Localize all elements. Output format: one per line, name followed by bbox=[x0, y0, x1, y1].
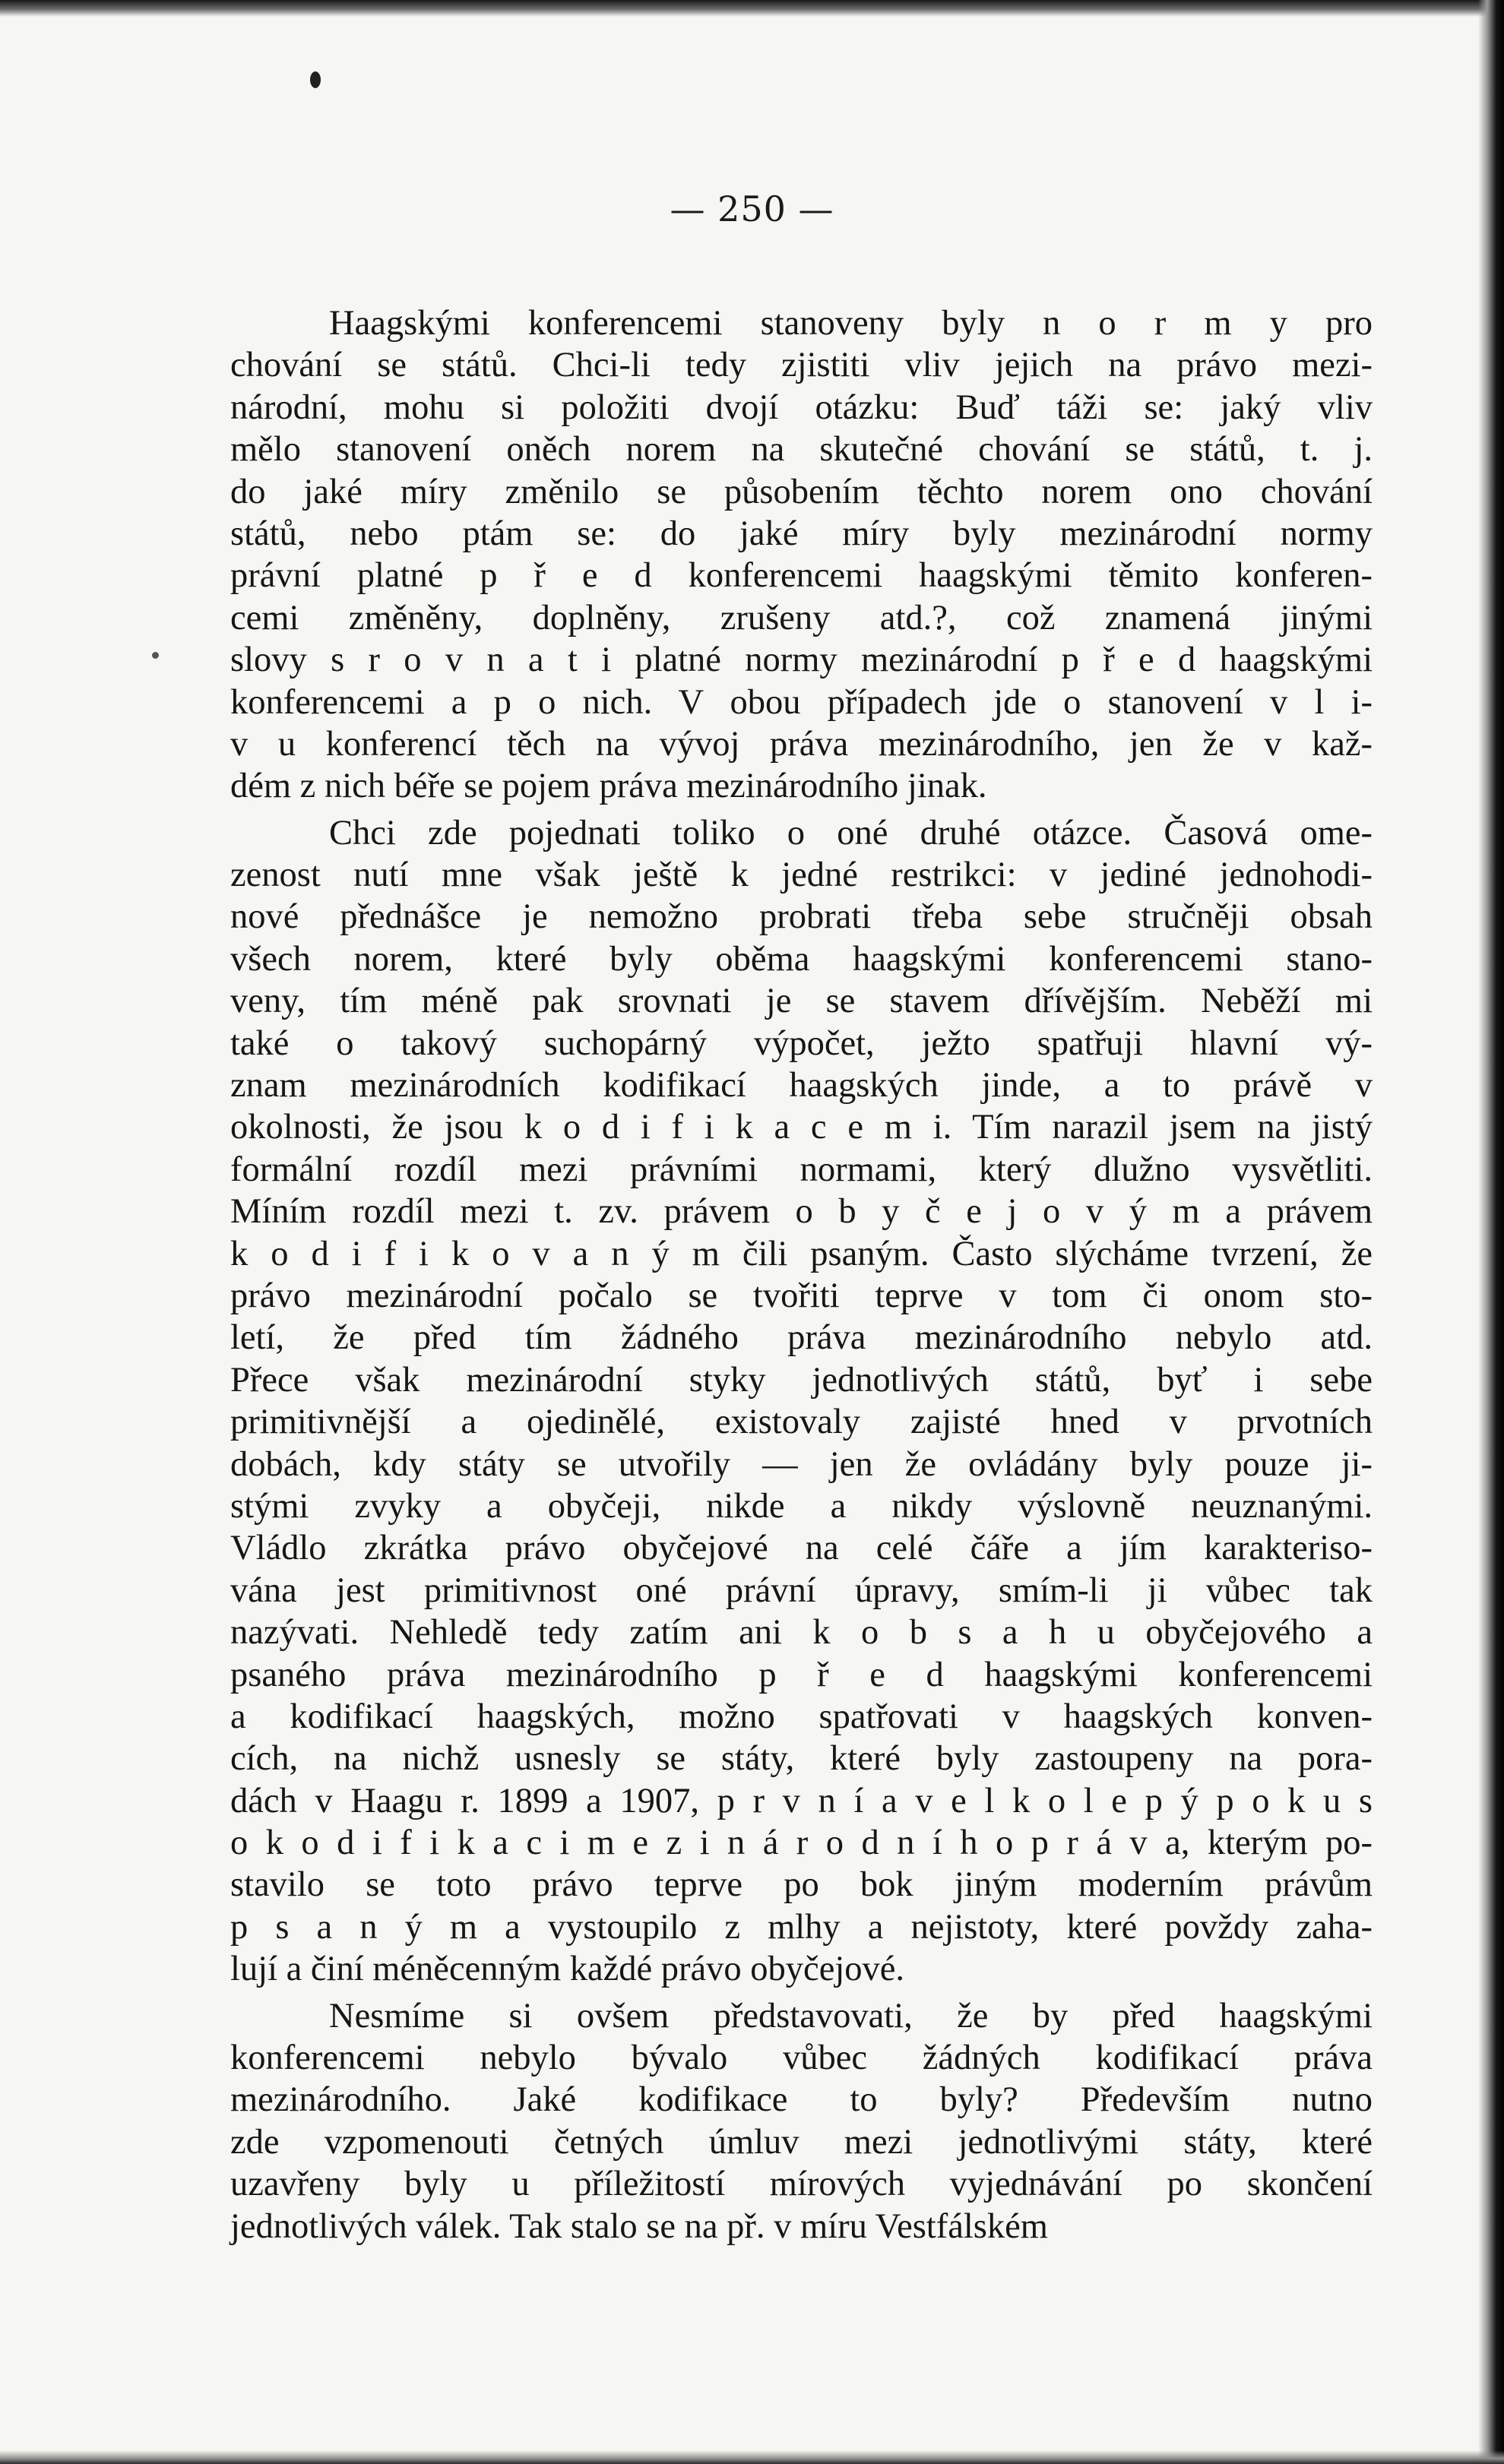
ink-speck bbox=[310, 71, 321, 88]
ink-speck bbox=[152, 652, 159, 659]
text-line: zde vzpomenouti četných úmluv mezi jednotlivými státy, které bbox=[230, 2122, 1373, 2162]
text-line: mezinárodního. Jaké kodifikace to byly? Především nutno bbox=[230, 2080, 1373, 2120]
text-line: Míním rozdíl mezi t. zv. právem o b y č e j o v ý m a právem bbox=[230, 1192, 1373, 1232]
text-line: mělo stanovení oněch norem na skutečné chování se států, t. j. bbox=[230, 430, 1373, 470]
text-line: slovy s r o v n a t i platné normy mezinárodní p ř e d haagskými bbox=[230, 641, 1373, 680]
text-line: nové přednášce je nemožno probrati třeba sebe stručněji obsah bbox=[230, 897, 1373, 937]
text-line: národní, mohu si položiti dvojí otázku: Buď táži se: jaký vliv bbox=[230, 387, 1373, 427]
text-line: Přece však mezinárodní styky jednotlivých států, byť i sebe bbox=[230, 1360, 1373, 1400]
text-line: letí, že před tím žádného práva mezinárodního nebylo atd. bbox=[230, 1318, 1373, 1358]
text-line: konferencemi nebylo bývalo vůbec žádných kodifikací práva bbox=[230, 2039, 1373, 2078]
text-line: dách v Haagu r. 1899 a 1907, p r v n í a v e l k o l e p ý p o k u s bbox=[230, 1781, 1373, 1820]
text-line: jednotlivých válek. Tak stalo se na př. v míru Vestfálském bbox=[230, 2206, 1048, 2246]
text-line: dobách, kdy státy se utvořily — jen že ovládány byly pouze ji- bbox=[230, 1444, 1373, 1484]
text-line: států, nebo ptám se: do jaké míry byly mezinárodní normy bbox=[230, 514, 1373, 553]
scan-edge-bottom bbox=[0, 2450, 1504, 2464]
text-line: konferencemi a p o nich. V obou případech jde o stanovení v l i- bbox=[230, 682, 1373, 722]
text-line: lují a činí méněcenným každé právo obyčejové. bbox=[230, 1950, 905, 1989]
text-line: Haagskými konferencemi stanoveny byly n o r m y pro bbox=[329, 304, 1373, 343]
text-line: Chci zde pojednati toliko o oné druhé otázce. Časová ome- bbox=[329, 813, 1373, 852]
text-line: stavilo se toto právo teprve po bok jiným moderním právům bbox=[230, 1865, 1373, 1905]
text-line: zenost nutí mne však ještě k jedné restrikci: v jediné jednohodi- bbox=[230, 856, 1373, 895]
text-line: chování se států. Chci-li tedy zjistiti vliv jejich na právo mezi- bbox=[230, 346, 1373, 385]
text-line: právo mezinárodní počalo se tvořiti teprve v tom či onom sto- bbox=[230, 1276, 1373, 1315]
paragraph-p3 bbox=[230, 1995, 1373, 2247]
text-line: a kodifikací haagských, možno spatřovati v haagských konven- bbox=[230, 1697, 1373, 1736]
text-line: nazývati. Nehledě tedy zatím ani k o b s a h u obyčejového a bbox=[230, 1613, 1373, 1653]
text-line: primitivnější a ojedinělé, existovaly zajisté hned v prvotních bbox=[230, 1403, 1373, 1442]
text-line: v u konferencí těch na vývoj práva mezinárodního, jen že v kaž- bbox=[230, 724, 1373, 764]
text-line: okolnosti, že jsou k o d i f i k a c e m i. Tím narazil jsem na jistý bbox=[230, 1108, 1373, 1147]
text-line: formální rozdíl mezi právními normami, který dlužno vysvětliti. bbox=[230, 1150, 1373, 1189]
text-line: vána jest primitivnost oné právní úpravy, smím-li ji vůbec tak bbox=[230, 1570, 1373, 1610]
text-line: právní platné p ř e d konferencemi haagskými těmito konferen- bbox=[230, 556, 1373, 596]
text-line: do jaké míry změnilo se působením těchto norem ono chování bbox=[230, 472, 1373, 511]
scan-edge-top bbox=[0, 0, 1504, 17]
text-line: stými zvyky a obyčeji, nikde a nikdy výslovně neuznanými. bbox=[230, 1486, 1373, 1526]
text-line: znam mezinárodních kodifikací haagských jinde, a to právě v bbox=[230, 1066, 1373, 1105]
text-line: psaného práva mezinárodního p ř e d haagskými konferencemi bbox=[230, 1655, 1373, 1694]
body-text bbox=[230, 302, 1373, 2247]
page-number: — 250 — bbox=[670, 188, 834, 229]
text-line: p s a n ý m a vystoupilo z mlhy a nejistoty, které povždy zaha- bbox=[230, 1907, 1373, 1947]
text-line: také o takový suchopárný výpočet, ježto spatřuji hlavní vý- bbox=[230, 1023, 1373, 1063]
scan-edge-right bbox=[1478, 0, 1504, 2464]
text-line: cích, na nichž usnesly se státy, které byly zastoupeny na pora- bbox=[230, 1739, 1373, 1779]
text-line: dém z nich béře se pojem práva mezinárodního jinak. bbox=[230, 767, 987, 806]
text-line: uzavřeny byly u příležitostí mírových vyjednávání po skončení bbox=[230, 2165, 1373, 2204]
text-line: Nesmíme si ovšem představovati, že by před haagskými bbox=[329, 1996, 1373, 2035]
text-line: všech norem, které byly oběma haagskými konferencemi stano- bbox=[230, 939, 1373, 979]
text-line: k o d i f i k o v a n ý m čili psaným. Často slýcháme tvrzení, že bbox=[230, 1234, 1373, 1273]
text-line: cemi změněny, doplněny, zrušeny atd.?, což znamená jinými bbox=[230, 598, 1373, 637]
paragraph-p1 bbox=[230, 302, 1373, 808]
text-line: veny, tím méně pak srovnati je se stavem dřívějším. Neběží mi bbox=[230, 982, 1373, 1021]
text-line: Vládlo zkrátka právo obyčejové na celé čáře a jím karakteriso- bbox=[230, 1529, 1373, 1568]
paragraph-p2 bbox=[230, 812, 1373, 1991]
text-line: o k o d i f i k a c i m e z i n á r o d n í h o p r á v a, kterým po- bbox=[230, 1823, 1373, 1863]
